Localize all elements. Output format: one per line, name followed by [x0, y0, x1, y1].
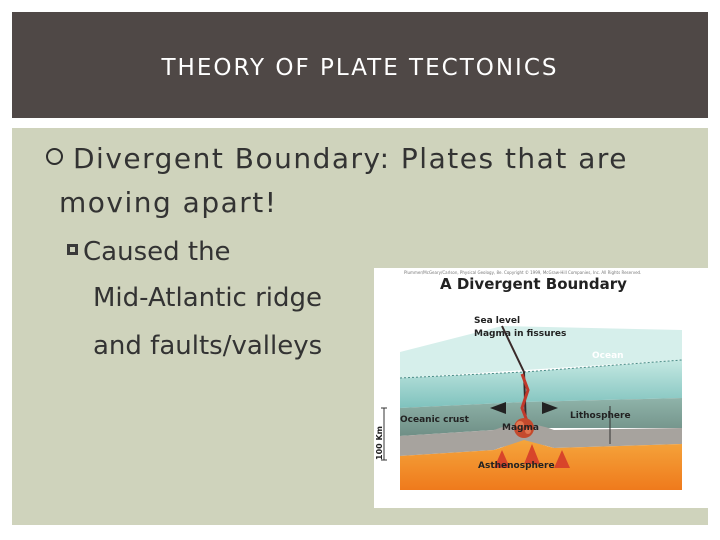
label-magma: Magma: [502, 423, 539, 433]
label-depth: 100 Km: [375, 425, 384, 460]
slide-title: THEORY OF PLATE TECTONICS: [161, 55, 559, 81]
bullet-ring-icon: [46, 148, 63, 165]
sub-bullet-line1: Caused the: [83, 237, 231, 267]
bullet-text-line1: Divergent Boundary: Plates that are: [73, 142, 628, 175]
label-sea-level: Sea level: [474, 316, 521, 326]
square-bullet-icon: [67, 244, 78, 255]
label-magma-fissures: Magma in fissures: [474, 329, 567, 339]
title-bar: [12, 12, 708, 118]
diagram-credit: Plummer/McGeary/Carlson, Physical Geology, 8e. Copyright © 1999, McGraw-Hill Companies, Inc. All Rights Reserved.: [404, 270, 642, 275]
label-asthenosphere: Asthenosphere: [478, 461, 555, 471]
sub-bullet-line3: and faults/valleys: [93, 331, 323, 361]
label-ocean: Ocean: [592, 351, 624, 361]
bullet-text-line2: moving apart!: [59, 186, 278, 219]
divergent-boundary-diagram: [374, 268, 708, 508]
label-lithosphere: Lithosphere: [570, 411, 631, 421]
label-oceanic-crust: Oceanic crust: [400, 415, 469, 425]
diagram-title: A Divergent Boundary: [440, 275, 627, 293]
sub-bullet-line2: Mid-Atlantic ridge: [93, 283, 323, 313]
diagram-svg: [374, 268, 708, 508]
